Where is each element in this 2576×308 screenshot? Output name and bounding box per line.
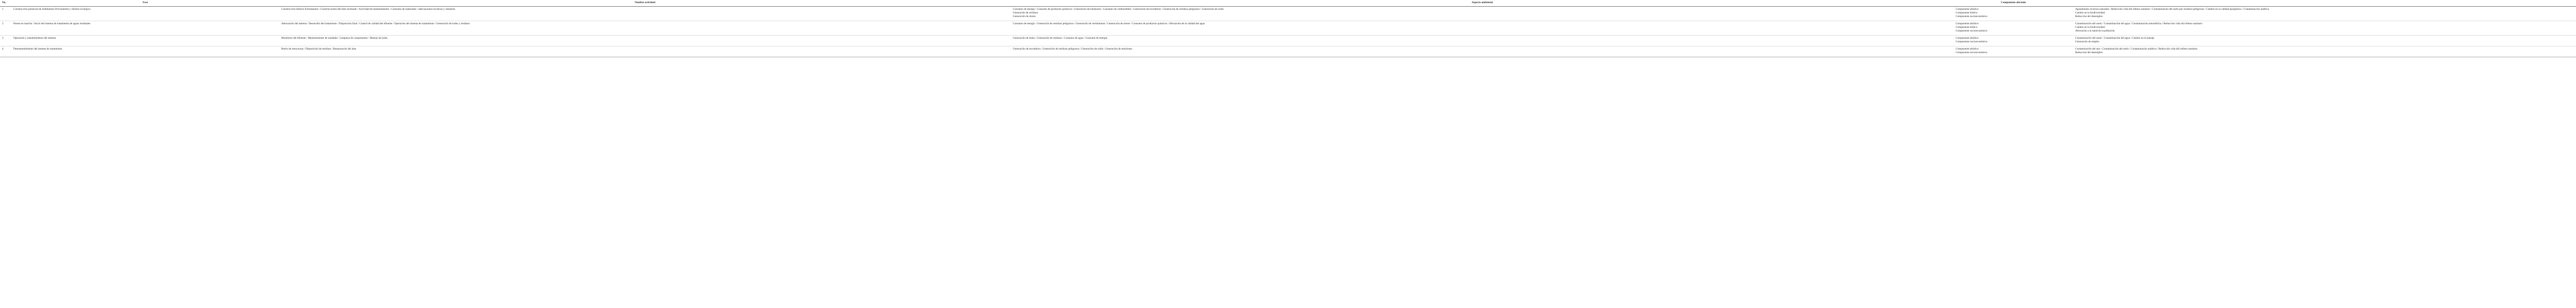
cell-aspecto-line: Consumo de energía / Consumo de productos químicos / Generación de emisiones / Consumo de combustibles / Generación de escombros / Generación de residuos peligrosos / Generación de ruido xyxy=(1013,8,1224,11)
cell-no: 3 xyxy=(2,37,4,40)
cell-impacto-line: Contaminación del suelo / Contaminación del agua / Contaminación atmosférica / Reducción vida útil relleno sanitario xyxy=(2075,22,2202,25)
column-header-aspecto: Aspecto ambiental xyxy=(1011,0,1954,7)
cell-aspecto-line: Consumo de energía / Generación de residuos peligrosos / Generación de vertimientos / Generación de olores / Consumo de productos químicos / Afectación de la calidad del agua xyxy=(1013,22,1205,25)
cell-componente xyxy=(1954,36,2073,46)
cell-impacto-line: Reducción del desempleo xyxy=(2075,15,2103,18)
cell-componente-line: Componente socioeconómico xyxy=(1956,29,1988,33)
cell-componente-line: Componente abiótico xyxy=(1956,22,1979,25)
cell-actividad: Monitoreo del efluente / Mantenimiento de unidades / Limpieza de componentes / Manejo de lodos xyxy=(281,37,388,40)
cell-componente-line: Componente biótico xyxy=(1956,11,1978,14)
cell-componente-line: Componente abiótico xyxy=(1956,37,1979,40)
cell-componente xyxy=(1954,46,2073,57)
table-row xyxy=(0,7,2576,21)
cell-componente-line: Componente socioeconómico xyxy=(1956,51,1988,54)
column-header-actividad: Nombre actividad xyxy=(279,0,1011,7)
cell-impacto-line: Afectación a la salud de la población xyxy=(2075,29,2115,33)
cell-no: 1 xyxy=(2,8,4,11)
table-row xyxy=(0,21,2576,36)
cell-impacto-line: Reducción del desempleo xyxy=(2075,51,2103,54)
column-header-no: No. xyxy=(0,0,11,7)
cell-aspecto xyxy=(1011,21,1954,36)
cell-componente-line: Componente abiótico xyxy=(1956,8,1979,11)
column-header-impacto xyxy=(2073,0,2576,7)
environmental-impact-table xyxy=(0,0,2576,57)
cell-fase: Construcción potencial de Sedimentos Provenientes y Similar ecológico xyxy=(13,8,91,11)
cell-actividad: Construcción Interior Estrumentos / Construcciones del tubo inclinado / Actividad de mantenimiento / Consumo de materiales / adecuaciones locativas y similares xyxy=(281,8,455,11)
column-header-componente: Componente afectado xyxy=(1954,0,2073,7)
table-body xyxy=(0,7,2576,57)
cell-no: 4 xyxy=(2,47,4,51)
cell-aspecto-line: Generación de residuos xyxy=(1013,11,1038,14)
cell-impacto-line: Generación de empleo xyxy=(2075,40,2099,43)
cell-impacto xyxy=(2073,7,2576,21)
cell-aspecto xyxy=(1011,46,1954,57)
cell-aspecto-line: Generación de lodos / Generación de residuos / Consumo de agua / Consumo de energía xyxy=(1013,37,1108,40)
column-header-fase: Fase xyxy=(11,0,279,7)
cell-actividad: Adecuación del sistema / Desarrollo del tratamiento / Disposición final / Control de calidad del efluente / Operación del sistema de tratamiento / Generación de lodos y residuos xyxy=(281,22,470,25)
table-header-row xyxy=(0,0,2576,7)
cell-impacto-line: Cambio en la biodiversidad xyxy=(2075,11,2105,14)
cell-fase: Operación y mantenimiento del sistema xyxy=(13,37,56,40)
cell-aspecto xyxy=(1011,7,1954,21)
cell-impacto xyxy=(2073,46,2576,57)
cell-fase: Puesta en marcha / Inicio del sistema de tratamiento de aguas residuales xyxy=(13,22,91,25)
cell-impacto-line: Contaminación del aire / Contaminación del suelo / Contaminación auditiva / Reducción vida útil relleno sanitario xyxy=(2075,47,2198,51)
cell-componente-line: Componente abiótico xyxy=(1956,47,1979,51)
table-row xyxy=(0,36,2576,46)
cell-aspecto xyxy=(1011,36,1954,46)
cell-impacto-line: Cambio en la biodiversidad xyxy=(2075,26,2105,29)
cell-actividad: Retiro de estructuras / Disposición de residuos / Restauración del área xyxy=(281,47,357,51)
cell-aspecto-line: Generación de escombros / Generación de residuos peligrosos / Generación de ruido / Generación de emisiones xyxy=(1013,47,1132,51)
cell-componente-line: Componente socioeconómico xyxy=(1956,40,1988,43)
cell-impacto xyxy=(2073,36,2576,46)
cell-impacto-line: Contaminación del suelo / Contaminación del agua / Cambio en el paisaje xyxy=(2075,37,2155,40)
cell-no: 2 xyxy=(2,22,4,25)
cell-componente xyxy=(1954,7,2073,21)
cell-fase: Desmantelamiento del sistema de tratamiento xyxy=(13,47,62,51)
cell-componente xyxy=(1954,21,2073,36)
cell-componente-line: Componente socioeconómico xyxy=(1956,15,1988,18)
cell-impacto-line: Agotamiento recursos naturales / Reducción vida útil relleno sanitario / Contaminación del suelo por residuos peligrosos / Cambio en la calidad paisajística / Contaminación auditiva xyxy=(2075,8,2269,11)
cell-componente-line: Componente biótico xyxy=(1956,26,1978,29)
cell-aspecto-line: Generación de olores xyxy=(1013,15,1036,18)
table-row xyxy=(0,46,2576,57)
cell-impacto xyxy=(2073,21,2576,36)
